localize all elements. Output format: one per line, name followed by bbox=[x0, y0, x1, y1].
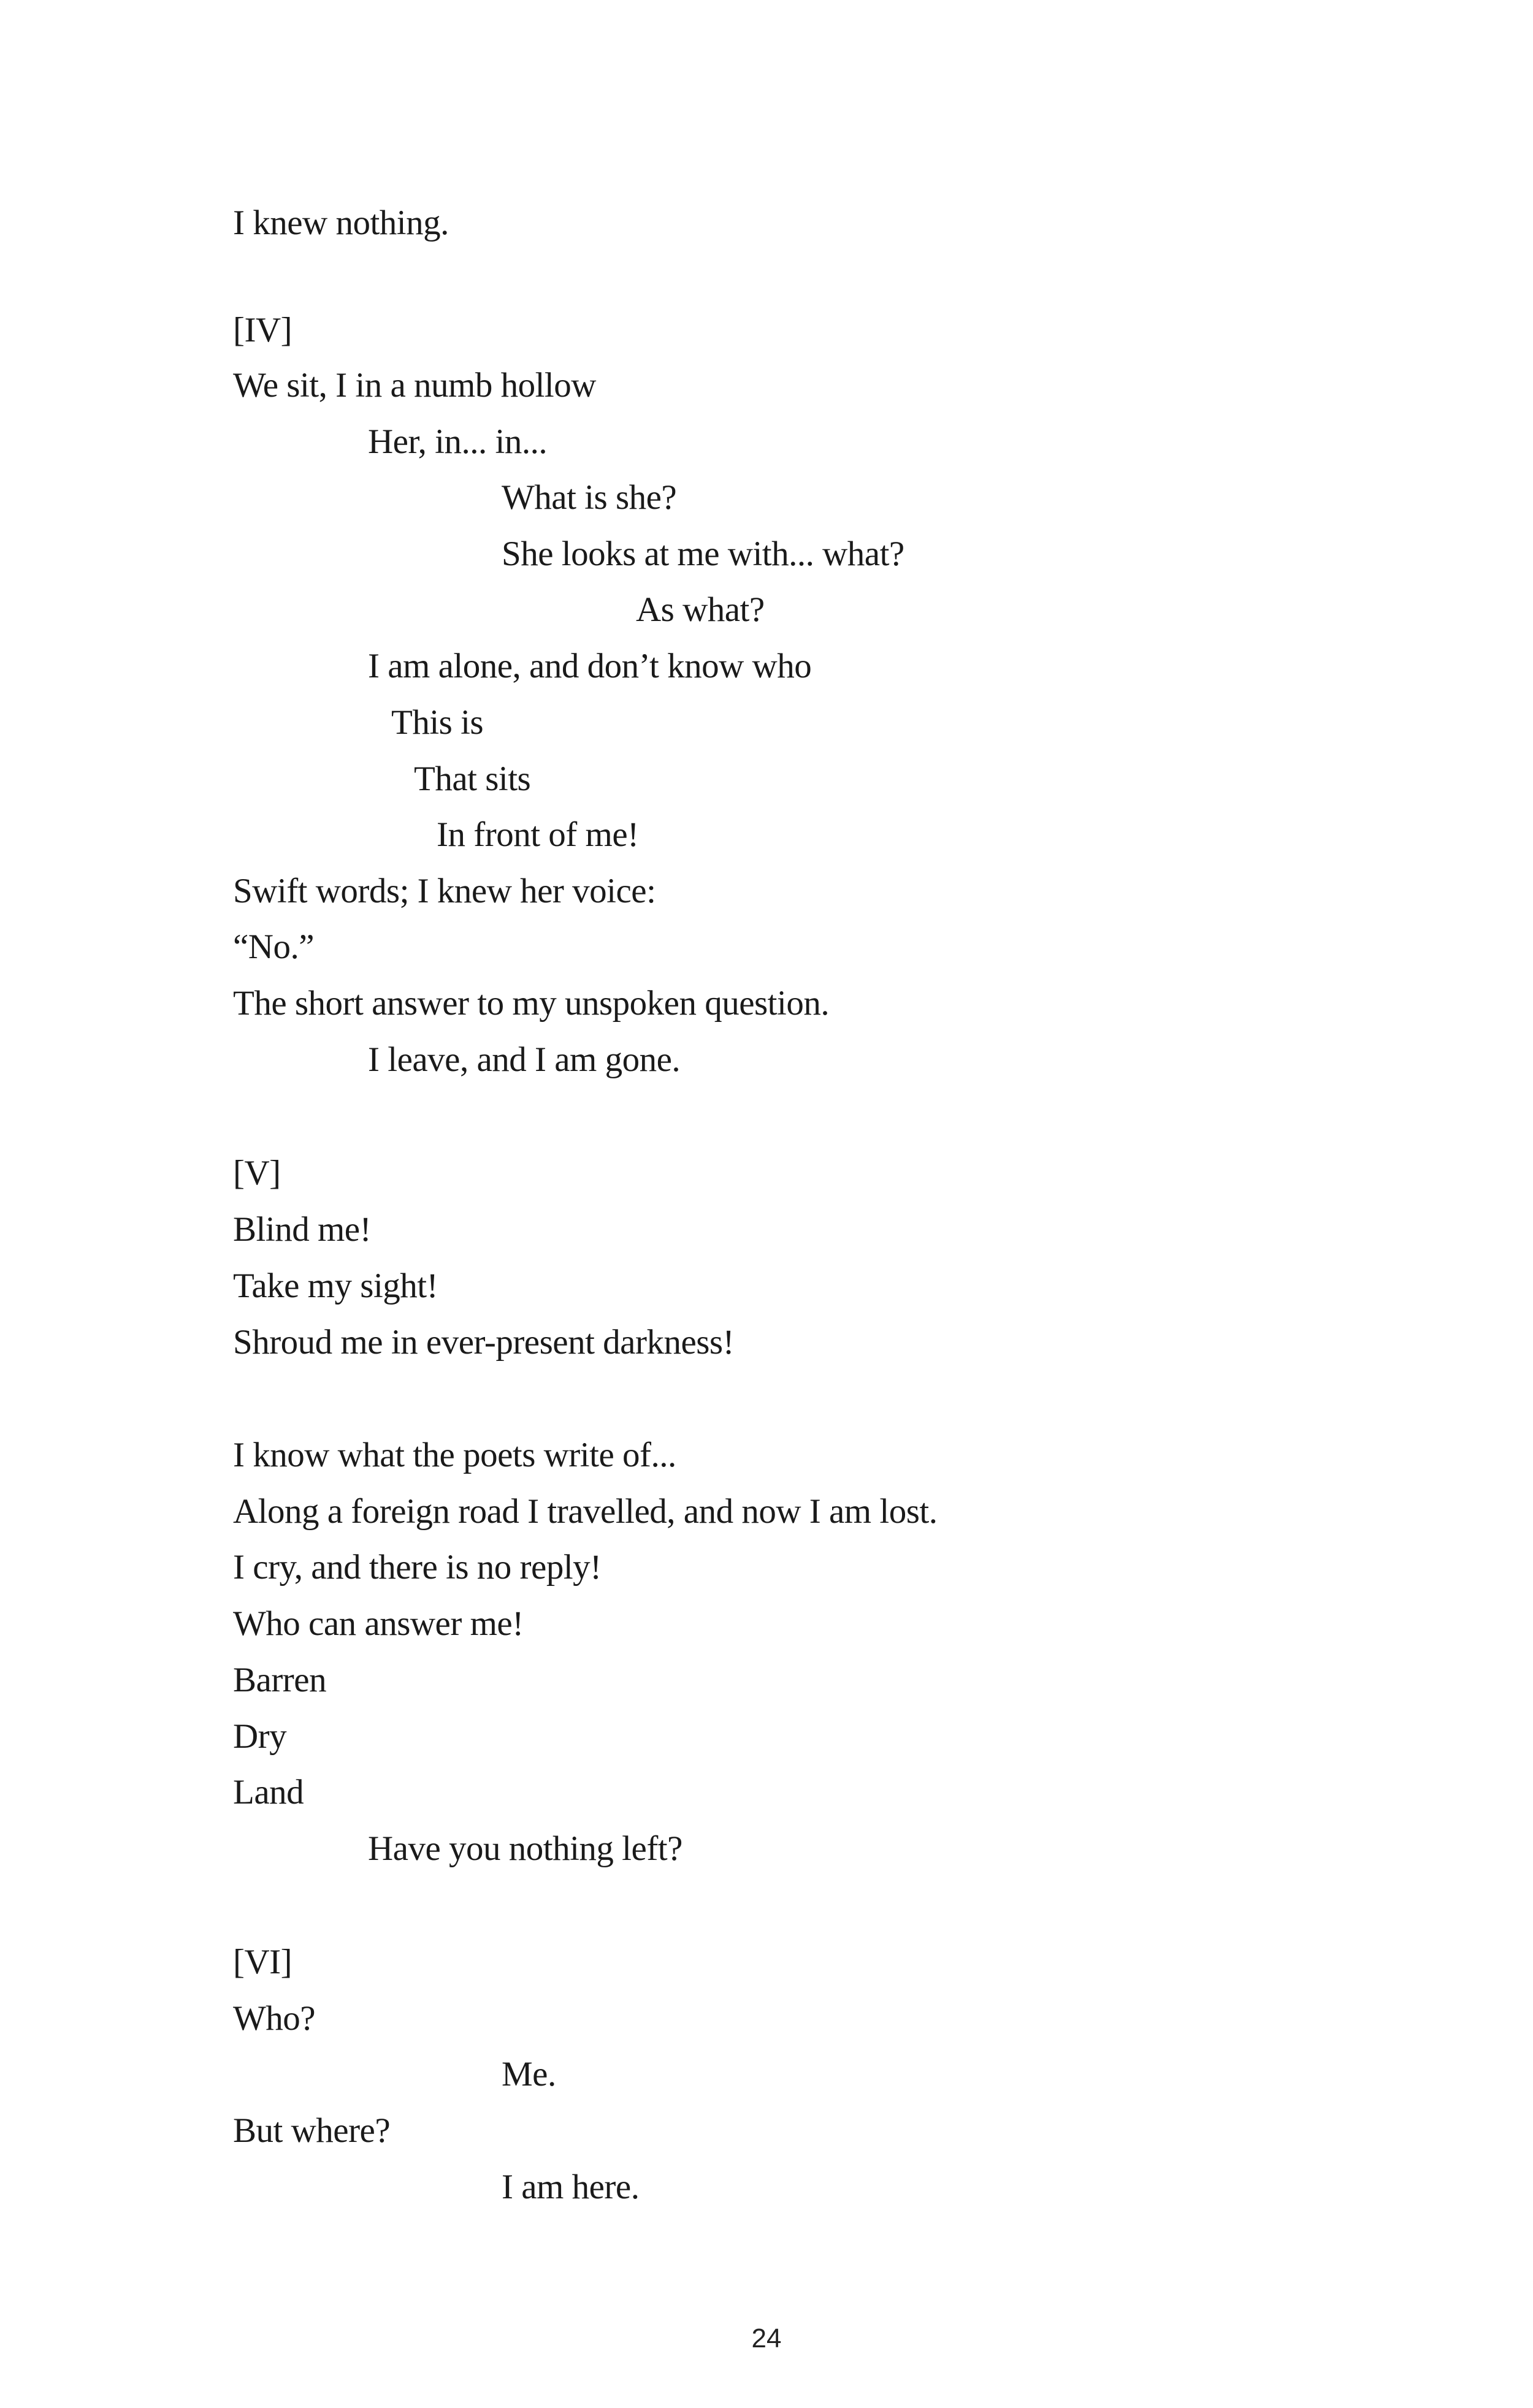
poem-line: We sit, I in a numb hollow bbox=[233, 366, 596, 405]
poem-line: What is she? bbox=[502, 478, 677, 517]
poem-line: She looks at me with... what? bbox=[502, 535, 904, 573]
poem-line: I leave, and I am gone. bbox=[368, 1040, 681, 1079]
poem-line: I know what the poets write of... bbox=[233, 1436, 676, 1474]
poem-line: [IV] bbox=[233, 311, 292, 349]
poem-line: That sits bbox=[414, 760, 531, 798]
poem-line: Dry bbox=[233, 1717, 287, 1756]
poem-line: I knew nothing. bbox=[233, 204, 449, 242]
poem-line: Me. bbox=[502, 2055, 556, 2094]
poem-line: Who can answer me! bbox=[233, 1604, 524, 1643]
poem-line: Her, in... in... bbox=[368, 422, 548, 461]
poem-line: I am alone, and don’t know who bbox=[368, 647, 812, 685]
poem-line: Along a foreign road I travelled, and now I am lost. bbox=[233, 1492, 938, 1531]
poem-line: Swift words; I knew her voice: bbox=[233, 872, 656, 910]
poem-line: But where? bbox=[233, 2111, 391, 2150]
poem-line: Land bbox=[233, 1773, 304, 1812]
poem-line: “No.” bbox=[233, 928, 315, 966]
poem-line: [V] bbox=[233, 1154, 281, 1192]
poem-line: I cry, and there is no reply! bbox=[233, 1548, 602, 1587]
poem-line: Shroud me in ever-present darkness! bbox=[233, 1323, 735, 1362]
poem-line: Blind me! bbox=[233, 1210, 372, 1249]
poem-line: Take my sight! bbox=[233, 1267, 438, 1305]
poem-line: Have you nothing left? bbox=[368, 1829, 682, 1868]
poem-line: This is bbox=[391, 703, 484, 742]
page-number: 24 bbox=[751, 2323, 782, 2353]
poem-line: The short answer to my unspoken question. bbox=[233, 984, 830, 1023]
poem-line: In front of me! bbox=[437, 815, 639, 854]
poem-line: I am here. bbox=[502, 2168, 640, 2206]
poem-line: Who? bbox=[233, 1999, 316, 2038]
poem-line: Barren bbox=[233, 1661, 327, 1699]
poem-line: [VI] bbox=[233, 1943, 292, 1981]
poem-line: As what? bbox=[636, 590, 765, 629]
